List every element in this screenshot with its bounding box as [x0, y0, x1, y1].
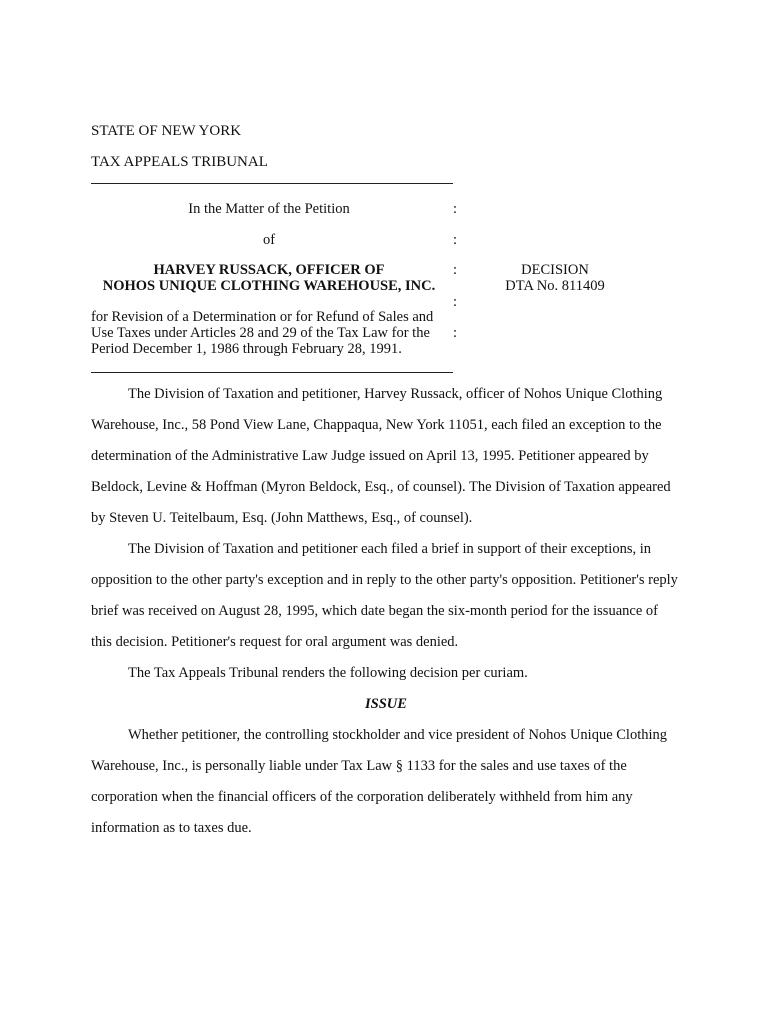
caption-colon: :	[453, 262, 458, 278]
paragraph-briefs: The Division of Taxation and petitioner each filed a brief in support of their exceptions, in opposition to the other party's exception and in reply to the other party's opposition. Petitioner's reply brief was received on August 28, 1995, which date began the six-month period for the issuance of this decision. Petitioner's request for oral argument was denied.	[91, 541, 678, 650]
caption-purpose-line2: Use Taxes under Articles 28 and 29 of the Tax Law for the	[91, 325, 430, 341]
dta-number: DTA No. 811409	[505, 278, 605, 294]
decision-body	[91, 379, 681, 844]
issue-heading: ISSUE	[365, 696, 407, 712]
caption-purpose-line1: for Revision of a Determination or for Refund of Sales and	[91, 309, 434, 325]
caption-colon: :	[453, 325, 458, 341]
paragraph-issue: Whether petitioner, the controlling stockholder and vice president of Nohos Unique Clothing Warehouse, Inc., is personally liable under Tax Law § 1133 for the sales and use taxes of the corporation when the financial officers of the corporation deliberately withheld from him any information as to taxes due.	[91, 727, 668, 836]
caption-top-rule	[91, 183, 453, 184]
caption-purpose-line3: Period December 1, 1986 through February 28, 1991.	[91, 341, 402, 357]
tribunal-heading: TAX APPEALS TRIBUNAL	[91, 154, 268, 170]
caption-colon: :	[453, 294, 458, 310]
paragraph-parties: The Division of Taxation and petitioner, Harvey Russack, officer of Nohos Unique Clothing Warehouse, Inc., 58 Pond View Lane, Chappaqua, New York 11051, each filed an exception to the determination of the Administrative Law Judge issued on April 13, 1995. Petitioner appeared by Beldock, Levine & Hoffman (Myron Beldock, Esq., of counsel). The Division of Taxation appeared by Steven U. Teitelbaum, Esq. (John Matthews, Esq., of counsel).	[91, 386, 671, 526]
caption-colon: :	[453, 232, 458, 248]
caption-of: of	[262, 232, 276, 248]
caption-colon: :	[453, 201, 458, 217]
caption-bottom-rule	[91, 372, 453, 373]
caption-petitioner-line1: HARVEY RUSSACK, OFFICER OF	[153, 262, 385, 278]
decision-label: DECISION	[521, 262, 589, 278]
caption-petitioner-line2: NOHOS UNIQUE CLOTHING WAREHOUSE, INC.	[102, 278, 436, 294]
state-heading: STATE OF NEW YORK	[91, 123, 242, 139]
paragraph-per-curiam: The Tax Appeals Tribunal renders the following decision per curiam.	[128, 665, 528, 681]
caption-matter: In the Matter of the Petition	[188, 201, 350, 217]
